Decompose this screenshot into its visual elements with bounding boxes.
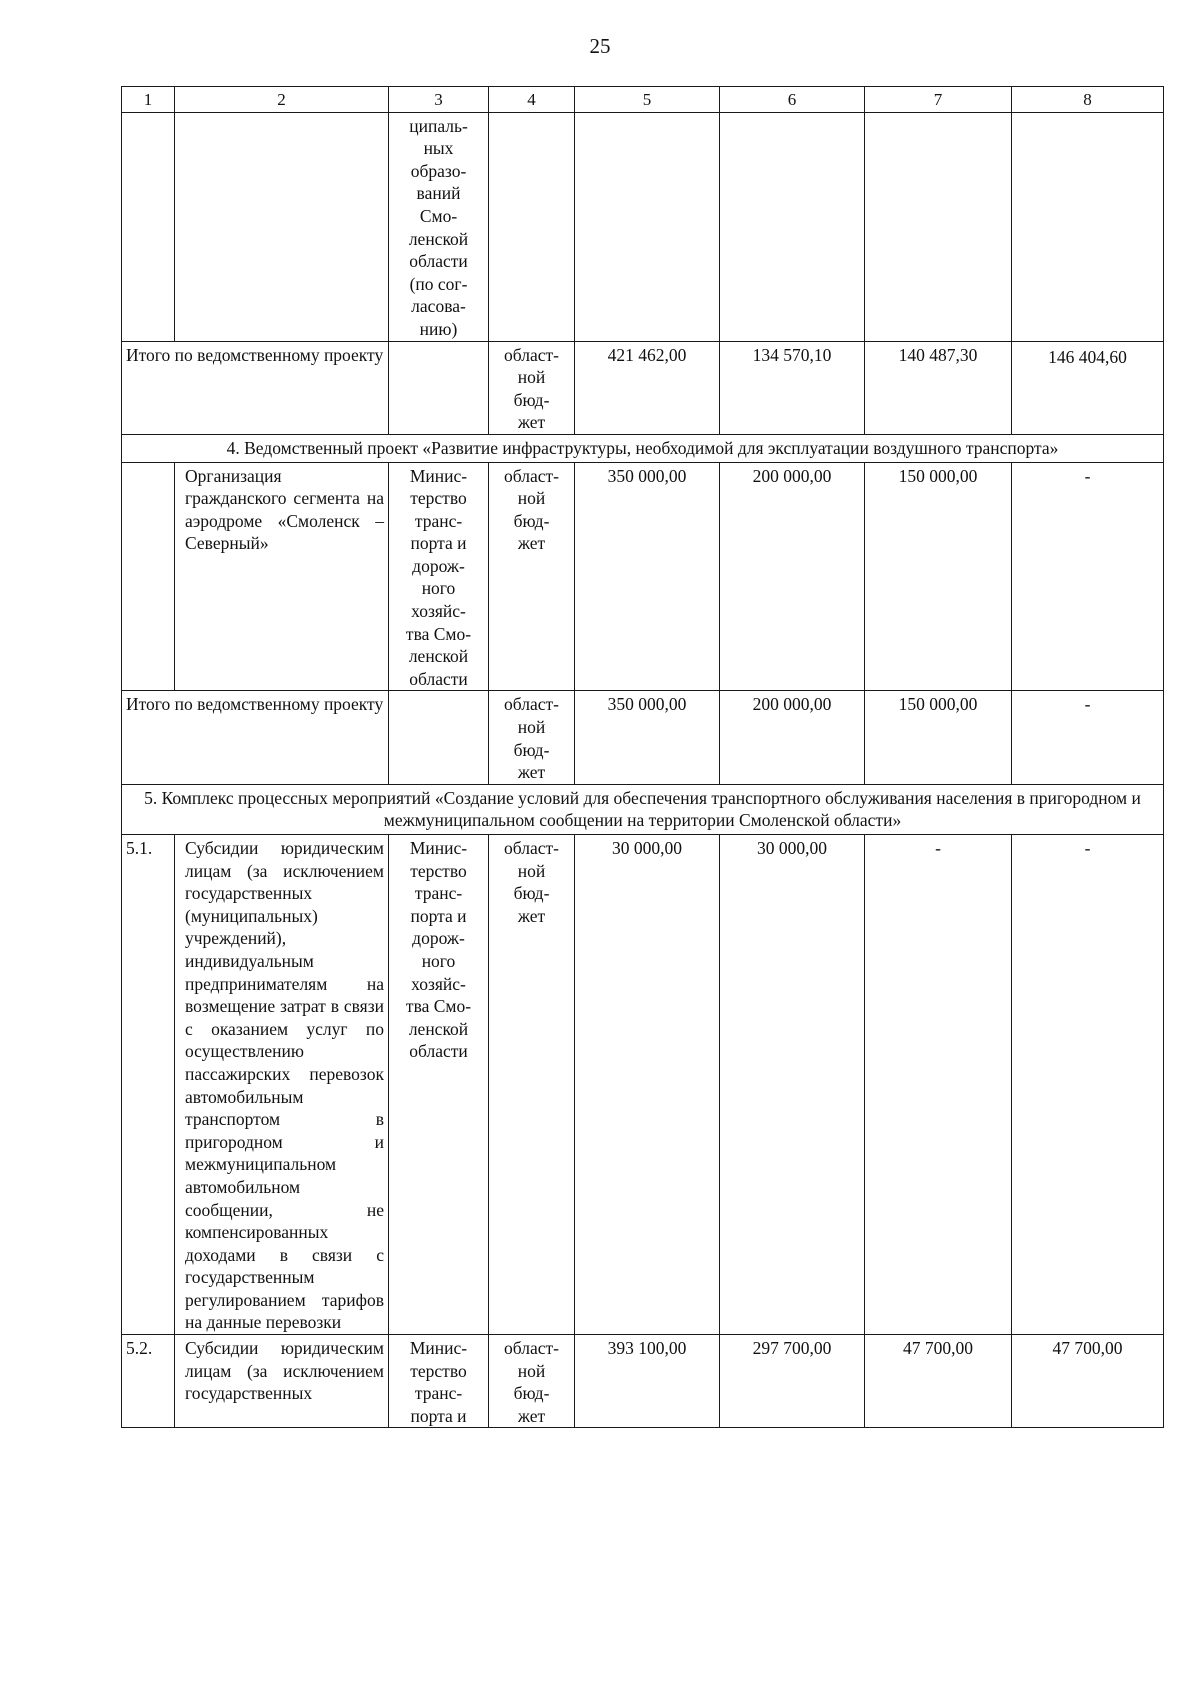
section-title: 4. Ведомственный проект «Развитие инфраструктуры, необходимой для эксплуатации воздушного транспорта» bbox=[122, 434, 1164, 462]
name-cell: Субсидии юридическим лицам (за исключением государственных bbox=[175, 1335, 389, 1428]
section-row bbox=[122, 434, 1164, 462]
year2-amount: 150 000,00 bbox=[865, 462, 1012, 691]
year3-amount: - bbox=[1012, 835, 1164, 1335]
total-amount: 350 000,00 bbox=[575, 462, 720, 691]
name-cell: Субсидии юридическим лицам (за исключением государственных (муниципальных) учреждений), индивидуальным предпринимателям на возмещение затрат в связи с оказанием услуг по осуществлению пассажирских перевозок автомобильным транспортом в пригородном и межмуниципальном автомобильном сообщении, не компенсированных доходами в связи с государственным регулированием тарифов на данные перевозки bbox=[175, 835, 389, 1335]
name-cell: Организация гражданского сегмента на аэродроме «Смоленск – Северный» bbox=[175, 462, 389, 691]
source-cell bbox=[489, 112, 575, 341]
column-header: 1 bbox=[122, 87, 175, 113]
year2-amount: 150 000,00 bbox=[865, 691, 1012, 784]
executor-cell bbox=[389, 691, 489, 784]
total-row bbox=[122, 691, 1164, 784]
column-header-row bbox=[122, 87, 1164, 113]
total-amount: 30 000,00 bbox=[575, 835, 720, 1335]
total-amount: 393 100,00 bbox=[575, 1335, 720, 1428]
year3-amount: 146 404,60 bbox=[1012, 341, 1164, 434]
year1-amount: 200 000,00 bbox=[720, 691, 865, 784]
column-header: 3 bbox=[389, 87, 489, 113]
total-amount: 421 462,00 bbox=[575, 341, 720, 434]
amount-cell bbox=[720, 112, 865, 341]
executor-cell: Минис- терство транс- порта и дорож- ного хозяйс- тва Смо- ленской области bbox=[389, 462, 489, 691]
year2-amount: 140 487,30 bbox=[865, 341, 1012, 434]
section-title: 5. Комплекс процессных мероприятий «Создание условий для обеспечения транспортного обслуживания населения в пригородном и межмуниципальном сообщении на территории Смоленской области» bbox=[122, 784, 1164, 834]
year1-amount: 30 000,00 bbox=[720, 835, 865, 1335]
year3-amount: - bbox=[1012, 462, 1164, 691]
name-cell bbox=[175, 112, 389, 341]
table-row bbox=[122, 1335, 1164, 1428]
executor-cell: Минис- терство транс- порта и дорож- ного хозяйс- тва Смо- ленской области bbox=[389, 835, 489, 1335]
year3-amount: 47 700,00 bbox=[1012, 1335, 1164, 1428]
number-cell bbox=[122, 462, 175, 691]
source-cell: област- ной бюд- жет bbox=[489, 1335, 575, 1428]
executor-cell: ципаль- ных образо- ваний Смо- ленской области (по сог- ласова- нию) bbox=[389, 112, 489, 341]
number-cell: 5.1. bbox=[122, 835, 175, 1335]
total-amount: 350 000,00 bbox=[575, 691, 720, 784]
column-header: 8 bbox=[1012, 87, 1164, 113]
total-label: Итого по ведомственному проекту bbox=[122, 341, 389, 434]
amount-cell bbox=[865, 112, 1012, 341]
table-row bbox=[122, 462, 1164, 691]
year3-amount: - bbox=[1012, 691, 1164, 784]
year1-amount: 200 000,00 bbox=[720, 462, 865, 691]
table-row bbox=[122, 112, 1164, 341]
year2-amount: 47 700,00 bbox=[865, 1335, 1012, 1428]
column-header: 5 bbox=[575, 87, 720, 113]
executor-cell bbox=[389, 341, 489, 434]
column-header: 2 bbox=[175, 87, 389, 113]
source-cell: област- ной бюд- жет bbox=[489, 341, 575, 434]
source-cell: област- ной бюд- жет bbox=[489, 462, 575, 691]
page-number: 25 bbox=[589, 34, 611, 58]
amount-cell bbox=[1012, 112, 1164, 341]
total-row bbox=[122, 341, 1164, 434]
source-cell: област- ной бюд- жет bbox=[489, 835, 575, 1335]
column-header: 6 bbox=[720, 87, 865, 113]
budget-table bbox=[121, 86, 1164, 1428]
column-header: 4 bbox=[489, 87, 575, 113]
source-cell: област- ной бюд- жет bbox=[489, 691, 575, 784]
year1-amount: 134 570,10 bbox=[720, 341, 865, 434]
year2-amount: - bbox=[865, 835, 1012, 1335]
table-row bbox=[122, 835, 1164, 1335]
amount-cell bbox=[575, 112, 720, 341]
year1-amount: 297 700,00 bbox=[720, 1335, 865, 1428]
number-cell bbox=[122, 112, 175, 341]
executor-cell: Минис- терство транс- порта и bbox=[389, 1335, 489, 1428]
number-cell: 5.2. bbox=[122, 1335, 175, 1428]
total-label: Итого по ведомственному проекту bbox=[122, 691, 389, 784]
column-header: 7 bbox=[865, 87, 1012, 113]
section-row bbox=[122, 784, 1164, 834]
